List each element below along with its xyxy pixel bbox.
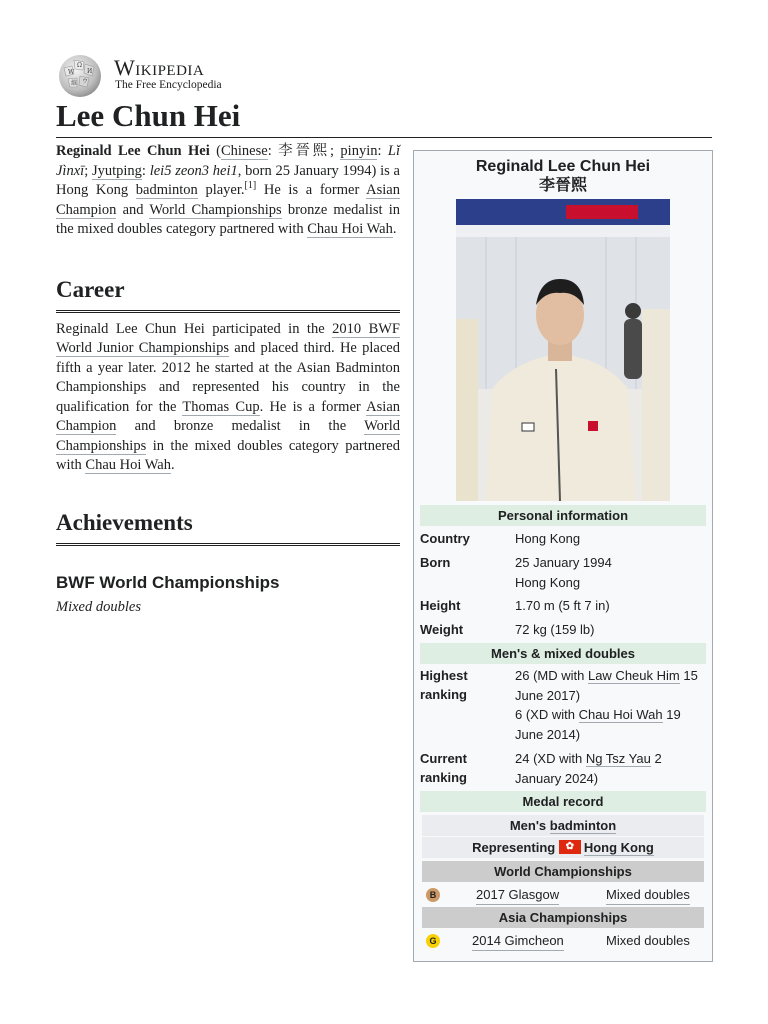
thomas-cup-link[interactable]: Thomas Cup <box>182 398 260 415</box>
sport-prefix: Men's <box>509 818 550 833</box>
world-championships-link[interactable]: World Championships <box>149 201 282 218</box>
born-date: 25 January 1994 <box>515 555 612 570</box>
career-text-6: . <box>170 457 175 473</box>
intro-paragraph: Reginald Lee Chun Hei (Chinese: 李晉熙; pinyin: Lǐ Jìnxī; Jyutping: lei5 zeon3 hei1, born 25 January 1994) is a Hong Kong badminton player.[1] He is a former Asian Champion and World Championships bronze medalist in the mixed doubles category partnered with Chau Hoi Wah. <box>56 143 401 237</box>
infobox-name: Reginald Lee Chun Hei <box>475 158 651 175</box>
sport-badminton-link[interactable]: badminton <box>549 818 617 833</box>
page-title: Lee Chun Hei <box>56 98 241 133</box>
chau-hoi-wah-link[interactable]: Chau Hoi Wah <box>578 707 663 722</box>
badminton-link[interactable]: badminton <box>135 182 198 198</box>
player-photo[interactable] <box>456 199 670 501</box>
svg-text:ウ: ウ <box>82 78 89 85</box>
bwf-world-championships-heading: BWF World Championships <box>56 572 280 592</box>
country-value: Hong Kong <box>515 531 581 546</box>
born-place: Hong Kong <box>515 574 581 590</box>
weight-label: Weight <box>420 622 464 637</box>
svg-text:Ω: Ω <box>77 62 82 69</box>
highest-xd-date: 19 June 2014) <box>515 707 681 742</box>
highest-md-date: 15 June 2017) <box>515 668 698 703</box>
chinese-link[interactable]: Chinese <box>220 143 268 159</box>
reference-link[interactable]: [1] <box>244 180 257 192</box>
svg-text:維: 維 <box>71 80 78 87</box>
bronze-medal-icon: B <box>426 888 440 902</box>
representing-label: Representing <box>472 840 556 855</box>
current-ranking-text: 24 (XD with <box>515 751 586 766</box>
highest-ranking-value <box>515 666 703 744</box>
wikipedia-tagline: The Free Encyclopedia <box>115 79 222 91</box>
current-ranking-date: 2 January 2024) <box>515 751 662 786</box>
born-label: Born <box>420 555 451 570</box>
sport-row <box>422 815 704 836</box>
pinyin-link[interactable]: pinyin <box>340 143 378 159</box>
wikipedia-logo[interactable] <box>56 54 236 98</box>
medal-row-glasgow <box>422 884 704 906</box>
medal1-mixed-doubles-link[interactable]: Mixed doubles <box>606 886 690 905</box>
career-text-3: . He is a former <box>259 398 367 415</box>
world-championships-category: World Championships <box>422 861 704 882</box>
career-text-1: Reginald Lee Chun Hei participated in the <box>56 320 333 337</box>
hong-kong-team-link[interactable]: Hong Kong <box>583 840 654 855</box>
mixed-doubles-caption: Mixed doubles <box>56 598 141 615</box>
ng-tsz-yau-link[interactable]: Ng Tsz Yau <box>585 751 651 766</box>
career-heading: Career <box>56 276 400 313</box>
career-asian-champion-link[interactable]: Asian Champion <box>56 398 401 434</box>
current-ranking-value <box>515 749 703 788</box>
medal-record-header: Medal record <box>420 791 706 812</box>
article-body <box>56 141 400 616</box>
medal-row-gimcheon <box>422 930 704 952</box>
svg-text:W: W <box>68 69 75 76</box>
infobox-title <box>414 157 712 195</box>
intro-born-text: , born 25 January 1994) is a Hong Kong <box>56 162 400 198</box>
highest-ranking-md <box>515 666 703 705</box>
height-label: Height <box>420 598 461 613</box>
highest-ranking-xd <box>515 705 703 744</box>
intro-bronze-text: bronze medalist in the mixed doubles category partnered with <box>56 201 400 237</box>
career-world-championships-link[interactable]: World Championships <box>56 418 400 454</box>
world-junior-championships-link[interactable]: 2010 BWF World Junior Championships <box>56 320 400 356</box>
jyutping-link[interactable]: Jyutping <box>91 162 142 179</box>
law-cheuk-him-link[interactable]: Law Cheuk Him <box>587 668 680 683</box>
career-paragraph <box>56 320 400 476</box>
intro-and-text: and <box>116 201 150 218</box>
country-label: Country <box>420 531 470 546</box>
height-value: 1.70 m (5 ft 7 in) <box>515 598 610 613</box>
career-partner-link[interactable]: Chau Hoi Wah <box>85 457 171 473</box>
hong-kong-flag-icon: ✿ <box>559 840 581 854</box>
infobox-chinese-name: 李晉熙 <box>538 177 587 194</box>
highest-ranking-label: Highest ranking <box>420 668 468 702</box>
svg-text:И: И <box>87 68 93 75</box>
medal2-mixed-doubles: Mixed doubles <box>606 933 690 948</box>
weight-value: 72 kg (159 lb) <box>515 622 595 637</box>
intro-player-text: player. <box>197 182 245 198</box>
personal-information-header: Personal information <box>420 505 706 526</box>
born-value <box>515 553 703 592</box>
wikipedia-wordmark: Wikipedia <box>114 55 205 80</box>
gold-medal-icon: G <box>426 934 440 948</box>
current-ranking-label: Current ranking <box>420 751 467 785</box>
intro-chinese-name: 李晉熙 <box>278 143 330 159</box>
career-text-2: and placed third. He placed fifth a year later. 2012 he started at the Asian Badminton Championships and represented his country in the qualification for the <box>56 340 400 415</box>
asia-championships-category: Asia Championships <box>422 907 704 928</box>
infobox <box>413 150 713 962</box>
intro-jyutping: lei5 zeon3 hei1 <box>149 162 238 179</box>
highest-xd-text: 6 (XD with <box>515 707 579 722</box>
achievements-heading: Achievements <box>56 509 400 546</box>
representing-row <box>422 837 704 858</box>
career-text-4: and bronze medalist in the <box>116 418 365 434</box>
intro-end: . <box>392 221 397 237</box>
event-header: Men's & mixed doubles <box>420 643 706 664</box>
intro-pinyin: Lǐ Jìnxī <box>56 143 401 179</box>
wikipedia-globe-icon <box>56 54 104 98</box>
intro-full-name: Reginald Lee Chun Hei <box>56 143 210 159</box>
2014-gimcheon-link[interactable]: 2014 Gimcheon <box>472 932 564 951</box>
intro-former-text: He is a former <box>256 182 367 198</box>
partner-link[interactable]: Chau Hoi Wah <box>307 221 393 237</box>
2017-glasgow-link[interactable]: 2017 Glasgow <box>476 886 559 905</box>
asian-champion-link[interactable]: Asian Champion <box>56 182 400 218</box>
career-text-5: in the mixed doubles category partnered with <box>56 437 400 473</box>
title-divider <box>56 137 712 138</box>
highest-md-text: 26 (MD with <box>515 668 588 683</box>
